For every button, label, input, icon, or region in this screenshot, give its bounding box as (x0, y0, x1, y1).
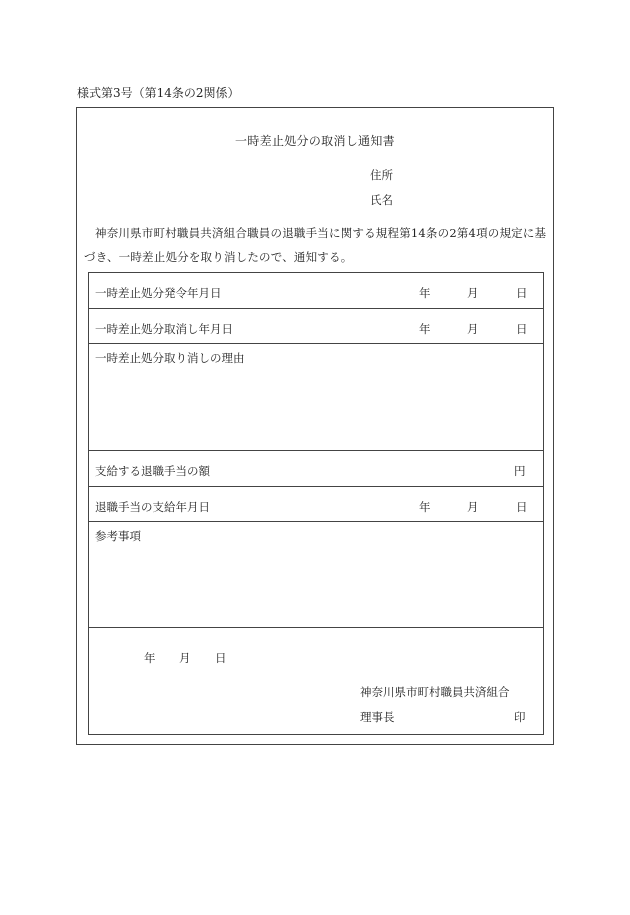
form-number-label: 様式第3号（第14条の2関係） (77, 86, 240, 100)
year-unit: 年 (419, 286, 431, 300)
year-unit: 年 (419, 322, 431, 336)
yen-unit: 円 (514, 464, 526, 478)
row-label: 支給する退職手当の額 (95, 464, 210, 478)
table-row-reason (89, 344, 543, 451)
month-unit: 月 (179, 651, 191, 665)
day-unit: 日 (215, 651, 227, 665)
body-text-line-2: づき、一時差止処分を取り消したので、通知する。 (84, 250, 353, 264)
row-label: 参考事項 (95, 529, 141, 543)
address-label: 住所 (370, 168, 393, 182)
row-label: 一時差止処分発令年月日 (95, 286, 222, 300)
year-unit: 年 (419, 500, 431, 514)
month-unit: 月 (467, 286, 479, 300)
row-label: 一時差止処分取消し年月日 (95, 322, 233, 336)
day-unit: 日 (516, 286, 528, 300)
row-label: 一時差止処分取り消しの理由 (95, 351, 245, 365)
name-label: 氏名 (370, 193, 393, 207)
table-row-cancel-date (89, 309, 543, 344)
table-row-notes (89, 522, 543, 628)
body-text-line-1: 神奈川県市町村職員共済組合職員の退職手当に関する規程第14条の2第4項の規定に基 (95, 226, 547, 240)
seal-mark: 印 (514, 710, 526, 724)
form-frame (76, 107, 554, 745)
table-row-amount (89, 451, 543, 487)
year-unit: 年 (144, 651, 156, 665)
row-label: 退職手当の支給年月日 (95, 500, 210, 514)
month-unit: 月 (467, 322, 479, 336)
issuer-title: 理事長 (360, 710, 395, 724)
table-row-payment-date (89, 487, 543, 522)
issuer-organization: 神奈川県市町村職員共済組合 (360, 685, 510, 699)
day-unit: 日 (516, 500, 528, 514)
details-table (88, 272, 544, 735)
day-unit: 日 (516, 322, 528, 336)
document-title: 一時差止処分の取消し通知書 (235, 134, 395, 148)
table-row-issue-date (89, 273, 543, 309)
month-unit: 月 (467, 500, 479, 514)
signature-block (89, 628, 543, 734)
